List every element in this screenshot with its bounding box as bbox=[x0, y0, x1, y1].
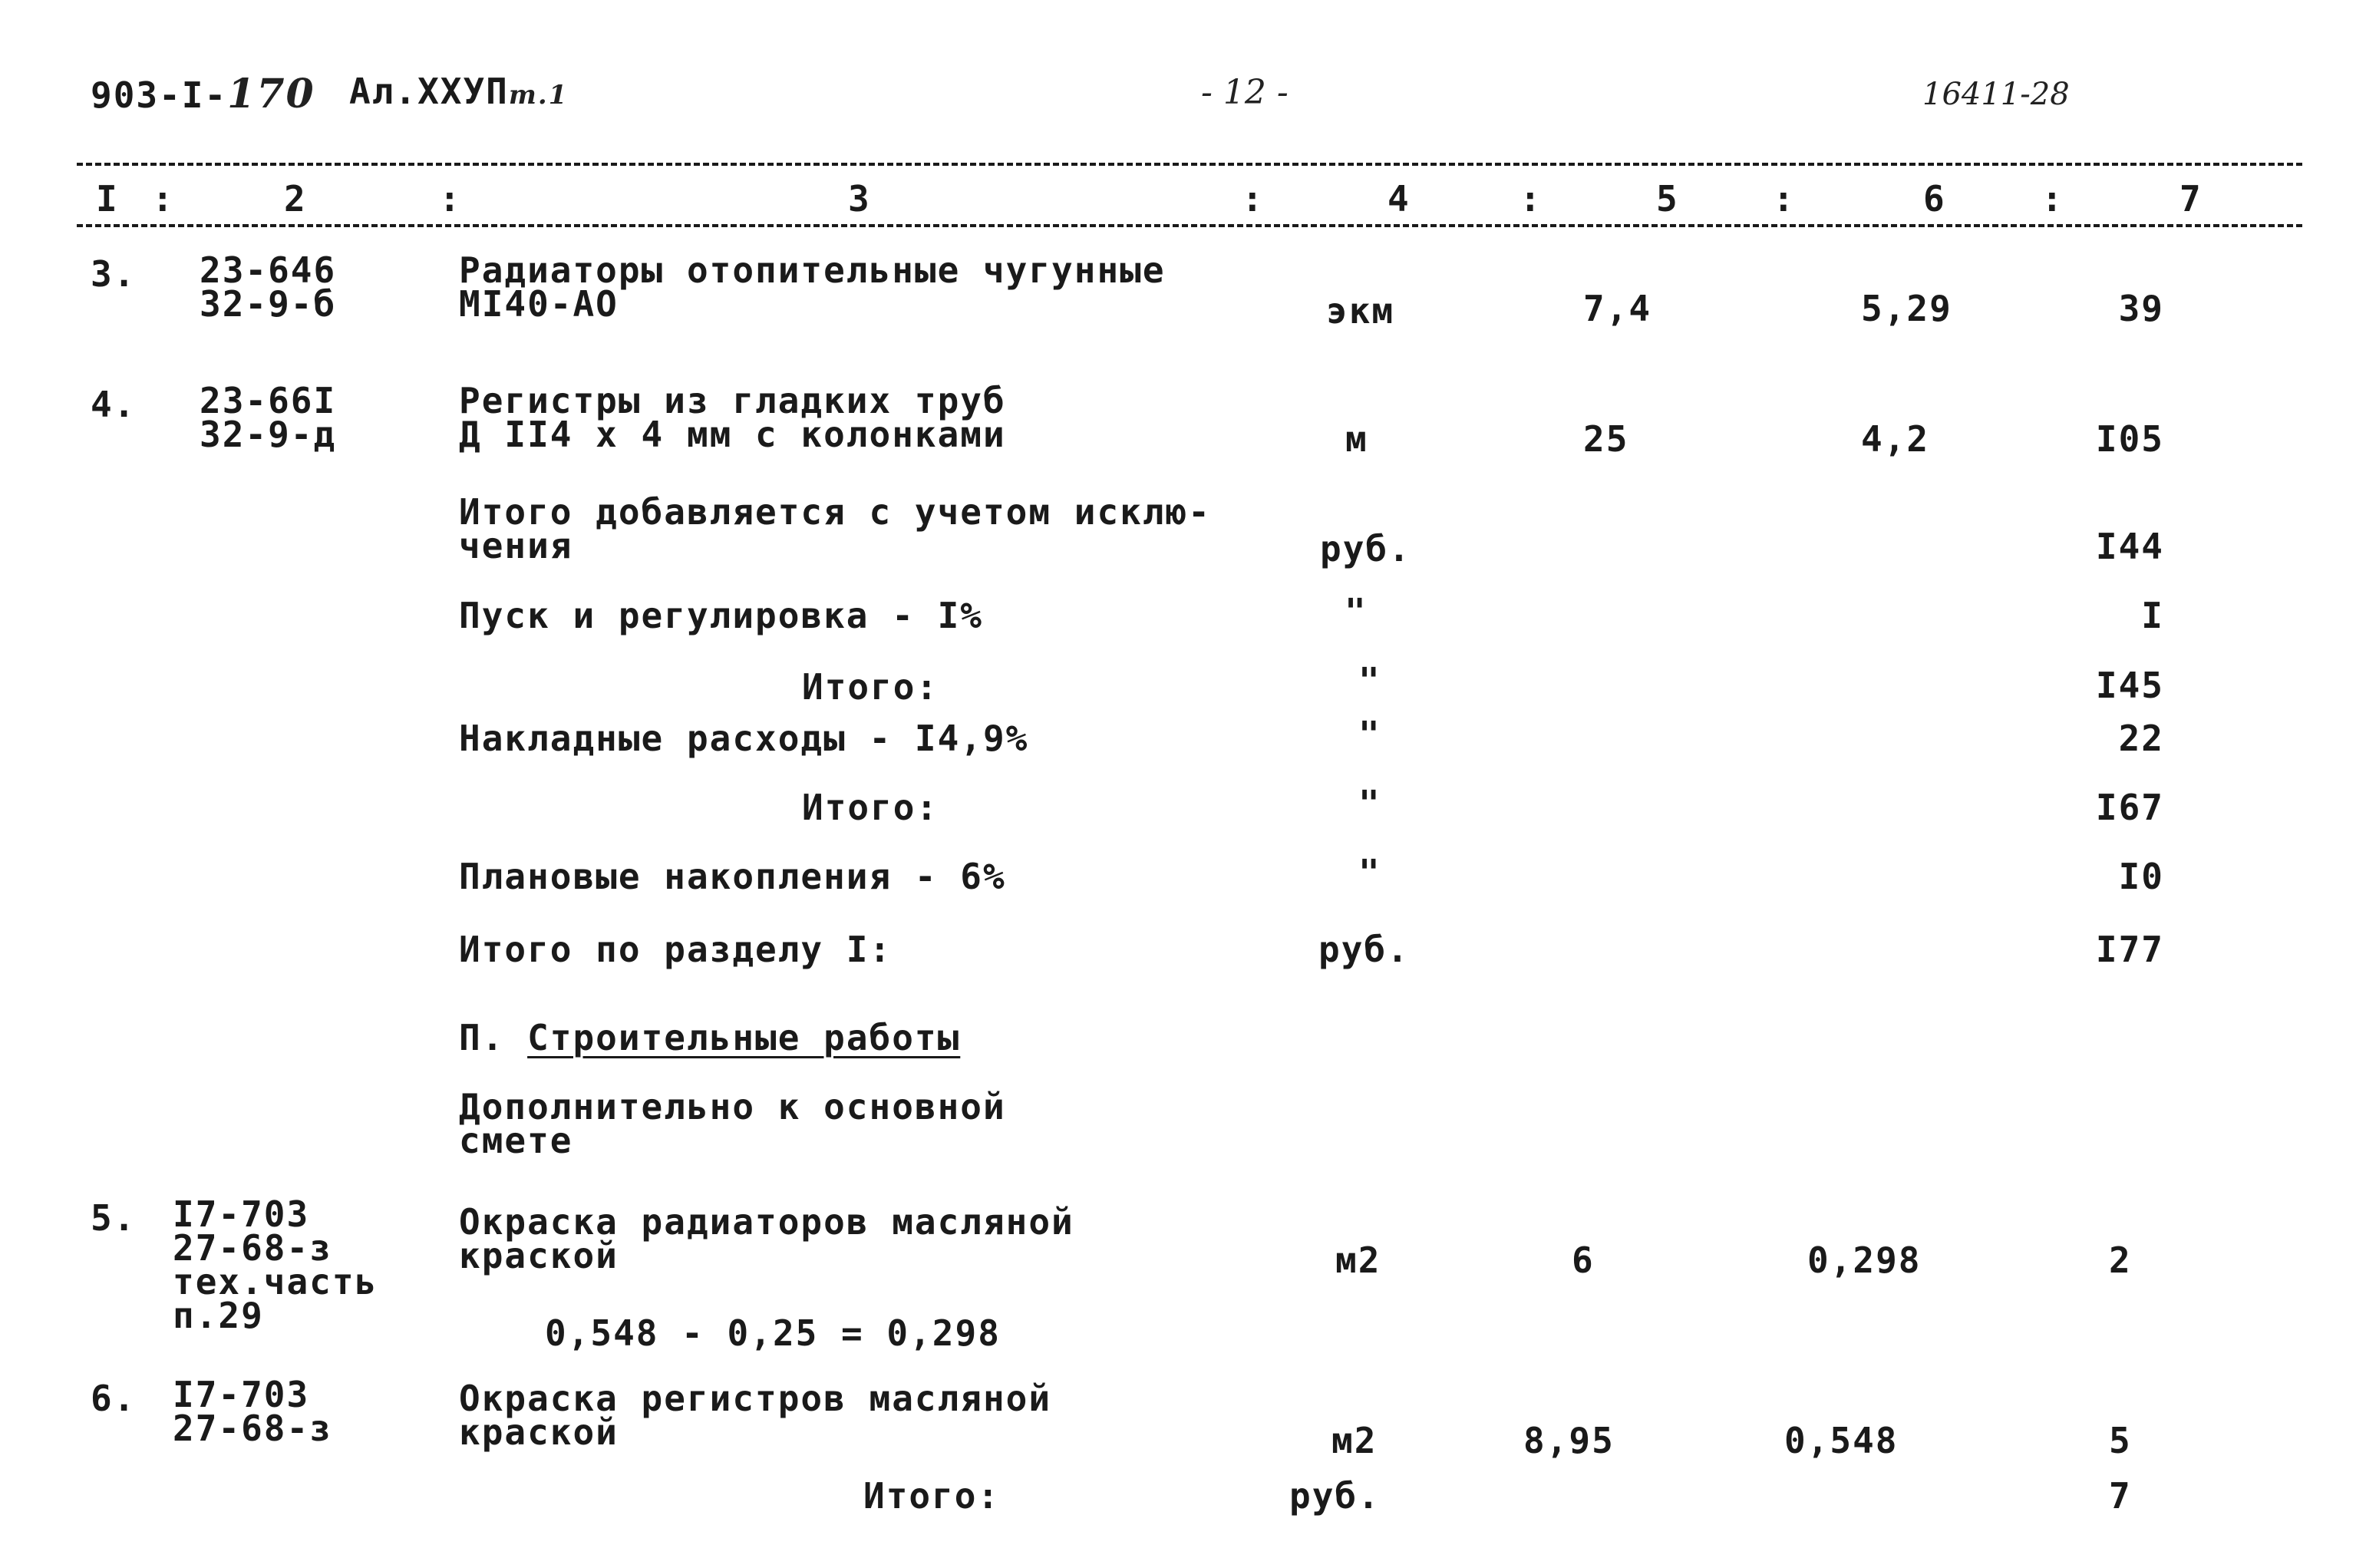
row-unit: м bbox=[1345, 418, 1368, 460]
row-code bbox=[173, 1374, 332, 1449]
row-description: Накладные расходы - I4,9% bbox=[459, 718, 1029, 759]
code-line: 27-68-з bbox=[173, 1408, 332, 1449]
col-num-4: 4 bbox=[1388, 178, 1411, 220]
desc-line: краской bbox=[459, 1235, 619, 1276]
row-quantity: 6 bbox=[1572, 1240, 1595, 1281]
row-description bbox=[459, 491, 1211, 566]
col-sep: : bbox=[1520, 178, 1543, 220]
row-description bbox=[459, 1201, 1074, 1276]
row-description bbox=[459, 1378, 1052, 1453]
row-unit: " bbox=[1358, 852, 1381, 893]
row-price: 0,298 bbox=[1807, 1240, 1922, 1281]
row-total: I67 bbox=[2095, 787, 2164, 828]
col-sep: : bbox=[152, 178, 175, 220]
col-sep: : bbox=[439, 178, 462, 220]
code-line: тех.часть bbox=[173, 1261, 378, 1302]
desc-line: Окраска регистров масляной bbox=[459, 1378, 1052, 1419]
row-description: Пуск и регулировка - I% bbox=[459, 595, 983, 636]
row-unit: " bbox=[1345, 591, 1368, 632]
doc-code-text: 903-I- bbox=[91, 74, 228, 116]
code-line: 32-9-д bbox=[200, 414, 337, 455]
row-total: 7 bbox=[2109, 1475, 2132, 1517]
row-description: Итого: bbox=[863, 1475, 1001, 1517]
row-formula: 0,548 - 0,25 = 0,298 bbox=[545, 1312, 1001, 1354]
row-code bbox=[173, 1193, 378, 1336]
album-handwritten: т.1 bbox=[508, 80, 569, 111]
code-line: 32-9-б bbox=[200, 283, 337, 325]
row-unit: руб. bbox=[1318, 929, 1410, 970]
row-total: I77 bbox=[2095, 929, 2164, 970]
code-line: п.29 bbox=[173, 1295, 264, 1336]
col-num-3: 3 bbox=[848, 178, 871, 220]
col-sep: : bbox=[1242, 178, 1265, 220]
row-total: I05 bbox=[2095, 418, 2164, 460]
row-unit: " bbox=[1358, 714, 1381, 755]
desc-line: Итого добавляется с учетом исклю- bbox=[459, 491, 1211, 533]
desc-line: МI40-АО bbox=[459, 283, 619, 325]
code-line: I7-703 bbox=[173, 1374, 310, 1415]
section-2-title: Строительные работы bbox=[527, 1017, 961, 1058]
row-quantity: 7,4 bbox=[1583, 288, 1652, 329]
row-total: I0 bbox=[2118, 856, 2164, 897]
row-description: Итого по разделу I: bbox=[459, 929, 893, 970]
row-total: I45 bbox=[2095, 665, 2164, 706]
sheet-code: 16411-28 bbox=[1922, 77, 2070, 112]
desc-line: Радиаторы отопительные чугунные bbox=[459, 249, 1166, 291]
row-unit: руб. bbox=[1320, 528, 1411, 569]
doc-code bbox=[91, 71, 315, 117]
col-num-5: 5 bbox=[1656, 178, 1679, 220]
intro-line: Дополнительно к основной bbox=[459, 1086, 1006, 1127]
intro-line: смете bbox=[459, 1120, 573, 1161]
row-description bbox=[459, 380, 1006, 455]
row-number: 4. bbox=[91, 384, 137, 425]
header-rule-bottom bbox=[77, 224, 2302, 227]
desc-line: Окраска радиаторов масляной bbox=[459, 1201, 1074, 1243]
row-number: 3. bbox=[91, 253, 137, 295]
row-price: 5,29 bbox=[1861, 288, 1952, 329]
col-num-1: I bbox=[96, 178, 119, 220]
page-number: - 12 - bbox=[1201, 73, 1289, 112]
row-description bbox=[459, 249, 1166, 325]
row-description: Итого: bbox=[802, 787, 939, 828]
row-total: 2 bbox=[2109, 1240, 2132, 1281]
code-line: 23-646 bbox=[200, 249, 337, 291]
row-unit: руб. bbox=[1289, 1475, 1381, 1517]
row-unit: " bbox=[1358, 660, 1381, 701]
row-quantity: 8,95 bbox=[1523, 1420, 1615, 1461]
col-num-2: 2 bbox=[284, 178, 307, 220]
desc-line: чения bbox=[459, 525, 573, 566]
album-code bbox=[349, 71, 568, 112]
row-description: Итого: bbox=[802, 666, 939, 708]
code-line: I7-703 bbox=[173, 1193, 310, 1235]
row-description: Плановые накопления - 6% bbox=[459, 856, 1006, 897]
code-line: 27-68-з bbox=[173, 1227, 332, 1269]
row-code bbox=[200, 380, 337, 455]
section-2-prefix: П. bbox=[459, 1017, 505, 1058]
album-text: Ал.XXУП bbox=[349, 71, 509, 112]
row-price: 4,2 bbox=[1861, 418, 1930, 460]
desc-line: Регистры из гладких труб bbox=[459, 380, 1006, 421]
col-num-7: 7 bbox=[2179, 178, 2203, 220]
desc-line: краской bbox=[459, 1411, 619, 1453]
row-number: 6. bbox=[91, 1378, 137, 1419]
section-2-intro bbox=[459, 1086, 1006, 1161]
row-unit: м2 bbox=[1331, 1420, 1378, 1461]
row-code bbox=[200, 249, 337, 325]
row-total: 5 bbox=[2109, 1420, 2132, 1461]
row-price: 0,548 bbox=[1784, 1420, 1899, 1461]
doc-code-handwritten: 170 bbox=[227, 71, 315, 117]
col-sep: : bbox=[2041, 178, 2064, 220]
row-unit: экм bbox=[1326, 290, 1395, 332]
row-number: 5. bbox=[91, 1197, 137, 1239]
code-line: 23-66I bbox=[200, 380, 337, 421]
row-unit: " bbox=[1358, 783, 1381, 824]
col-num-6: 6 bbox=[1923, 178, 1946, 220]
row-total: 39 bbox=[2118, 288, 2164, 329]
row-total: I bbox=[2141, 595, 2164, 636]
row-total: I44 bbox=[2095, 526, 2164, 567]
row-unit: м2 bbox=[1335, 1240, 1381, 1281]
row-quantity: 25 bbox=[1583, 418, 1629, 460]
desc-line: Д II4 х 4 мм с колонками bbox=[459, 414, 1006, 455]
col-sep: : bbox=[1773, 178, 1796, 220]
row-total: 22 bbox=[2118, 718, 2164, 759]
section-2-heading bbox=[459, 1017, 960, 1058]
header-rule-top bbox=[77, 163, 2302, 166]
